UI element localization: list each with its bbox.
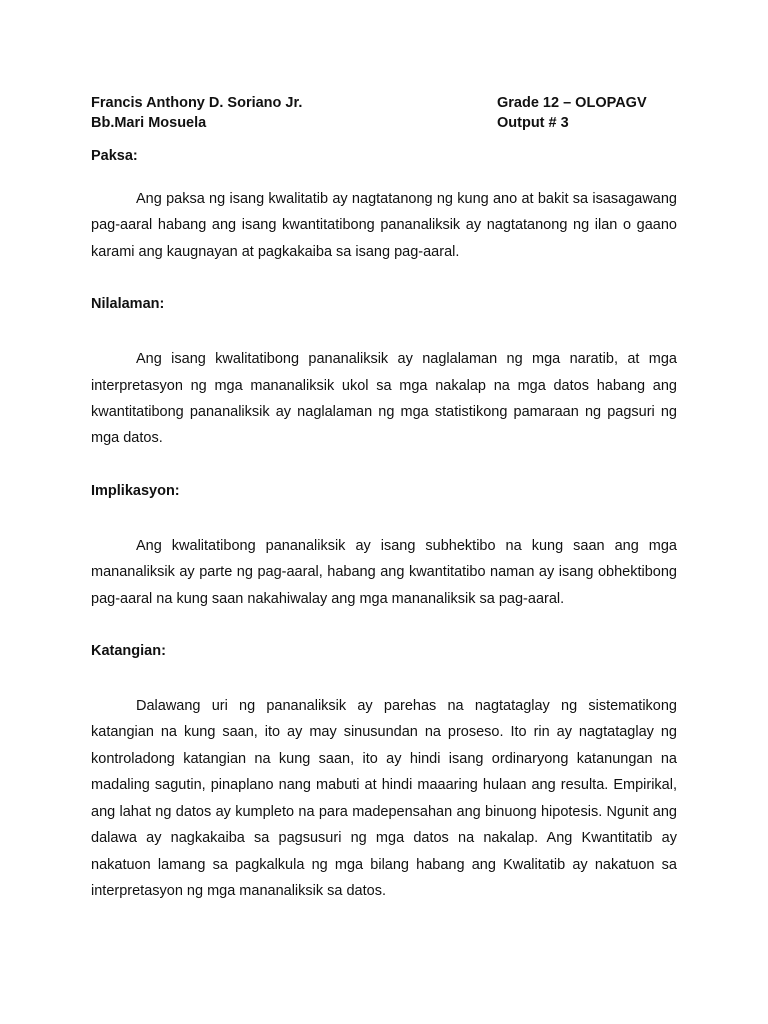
author-name: Francis Anthony D. Soriano Jr. — [91, 95, 303, 111]
section-body-paksa: Ang paksa ng isang kwalitatib ay nagtatanong ng kung ano at bakit sa isasagawang pag-aaral habang ang isang kwantitatibong pananaliksik ay nagtatanong ng ilan o gaano karami ang kaugnayan at pagkakaiba sa isang pag-aaral. — [91, 191, 677, 260]
section-heading-nilalaman: Nilalaman: — [91, 296, 165, 313]
section-heading-paksa: Paksa: — [91, 148, 138, 164]
header-left-block — [91, 93, 302, 133]
section-heading-implikasyon: Implikasyon: — [91, 482, 180, 499]
document-header — [91, 93, 677, 133]
grade-section: Grade 12 – OLOPAGV — [497, 95, 647, 111]
section-body-nilalaman: Ang isang kwalitatibong pananaliksik ay naglalaman ng mga naratib, at mga interpretasyon ng mga mananaliksik ukol sa mga nakalap na mga datos habang ang kwantitatibong pananaliksik ay naglalaman ng mga statistikong pamaraan ng pagsuri ng mga datos. — [91, 351, 677, 447]
output-number: Output # 3 — [497, 115, 569, 131]
section-body-implikasyon: Ang kwalitatibong pananaliksik ay isang subhektibo na kung saan ang mga mananaliksik ay parte ng pag-aaral, habang ang kwantitatibo naman ay isang obhektibong pag-aaral na kung saan nakahiwalay ang mga mananaliksik sa pag-aaral. — [91, 537, 677, 607]
header-right-block — [497, 93, 647, 133]
section-body-katangian: Dalawang uri ng pananaliksik ay parehas na nagtataglay ng sistematikong katangian na kung saan, ito ay may sinusundan na proseso. Ito rin ay nagtataglay ng kontroladong katangian na kung saan, ito ay hindi isang ordinaryong katanungan na madaling sagutin, pinaplano nang mabuti at hindi maaaring hulaan ang resulta. Empirikal, ang lahat ng datos ay kumpleto na para madepensahan ang binuong hipotesis. Ngunit ang dalawa ay nagkakaiba sa pagsusuri ng mga datos na nakalap. Ang Kwantitatib ay nakatuon lamang sa pagkalkula ng mga bilang habang ang Kwalitatib ay nakatuon sa interpretasyon ng mga mananaliksik sa datos. — [91, 698, 677, 899]
teacher-name: Bb.Mari Mosuela — [91, 115, 207, 131]
section-heading-katangian: Katangian: — [91, 643, 166, 660]
